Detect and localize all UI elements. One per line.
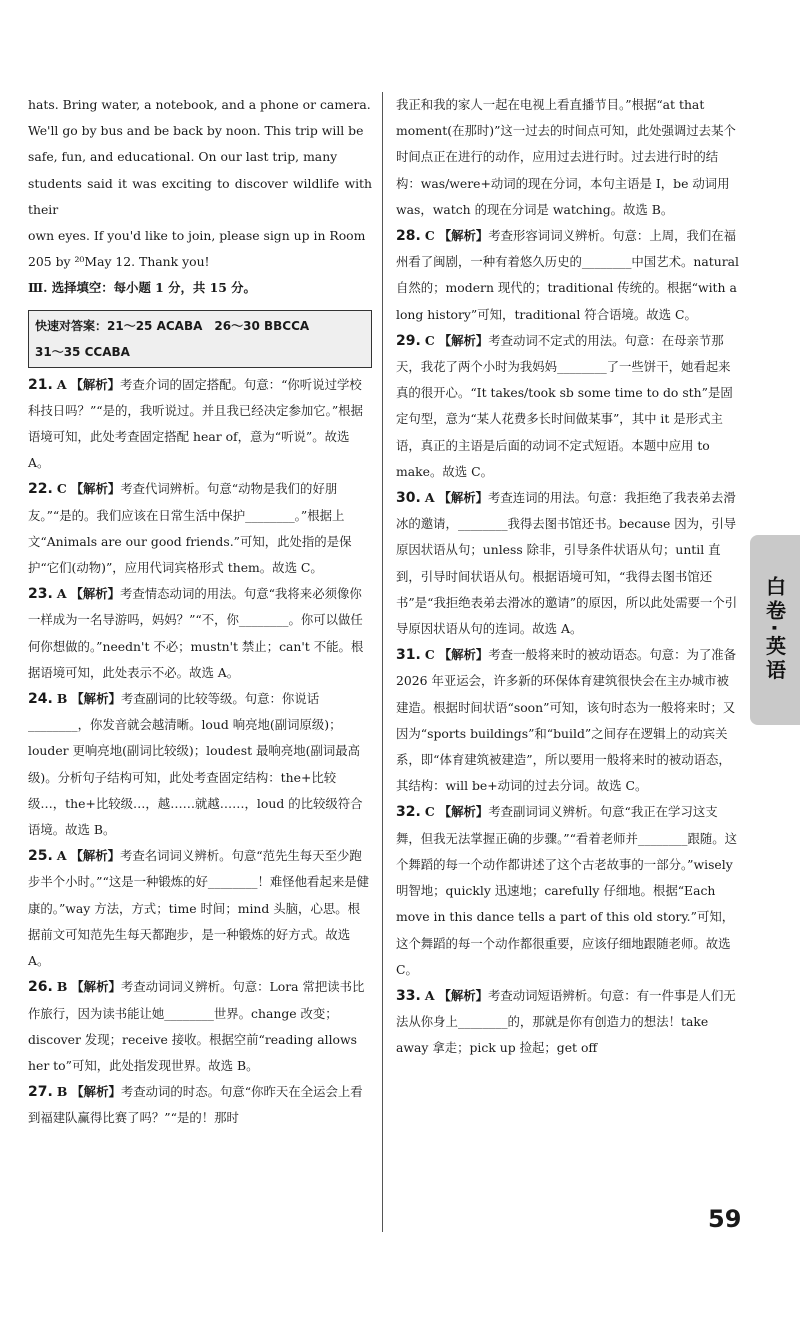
question-item xyxy=(28,476,372,581)
question-number: 29. xyxy=(396,332,421,349)
question-answer: B xyxy=(56,1084,68,1100)
analysis-tag: 【解析】 xyxy=(70,376,120,392)
question-number: 22. xyxy=(28,481,53,498)
question-item xyxy=(28,1079,372,1131)
question-number: 21. xyxy=(28,376,53,393)
question-answer: C xyxy=(424,647,435,663)
question-number: 23. xyxy=(28,586,53,603)
question-number: 24. xyxy=(28,691,53,708)
question-answer: A xyxy=(56,848,67,864)
analysis-tag: 【解析】 xyxy=(438,987,488,1003)
quick-answer-box xyxy=(28,310,372,368)
quick-answer-line: 31～35 CCABA xyxy=(35,344,130,359)
question-answer: A xyxy=(56,376,67,392)
question-item xyxy=(396,642,740,799)
question-answer: B xyxy=(56,979,68,995)
question-answer: B xyxy=(56,691,68,707)
question-item xyxy=(28,372,372,477)
question-answer: C xyxy=(56,481,67,497)
analysis-tag: 【解析】 xyxy=(70,586,120,602)
question-item xyxy=(28,974,372,1079)
question-number: 33. xyxy=(396,987,421,1004)
question-number: 32. xyxy=(396,804,421,821)
question-answer: C xyxy=(424,228,435,244)
question-text: 考查动词不定式的用法。句意：在母亲节那天，我花了两个小时为我妈妈________了一些饼干，她看起来真的很开心。“It takes/took sb some time to do sth”是固定句型，意为“某人花费多长时间做某事”，其中 it 是形式主语，真正的主语是后面的动词不定式短语。本题中应用 to make。故选 C。 xyxy=(396,332,733,479)
question-number: 31. xyxy=(396,647,421,664)
passage-line: We'll go by bus and be back by noon. This trip will be xyxy=(28,123,364,139)
analysis-tag: 【解析】 xyxy=(438,647,489,663)
analysis-tag: 【解析】 xyxy=(71,691,121,707)
question-number: 30. xyxy=(396,490,421,507)
question-text: 考查形容词词义辨析。句意：上周，我们在福州看了闽剧，一种有着悠久历史的________中国艺术。natural 自然的；modern 现代的；traditional 传统的。根据“with a long history”可知，traditional 符合语境。故选 C。 xyxy=(396,228,739,322)
analysis-tag: 【解析】 xyxy=(70,848,120,864)
section-heading: Ⅲ. 选择填空：每小题 1 分，共 15 分。 xyxy=(28,280,256,296)
question-number: 25. xyxy=(28,848,53,865)
question-text: 考查副词的比较等级。句意：你说话________，你发音就会越清晰。loud 响亮地(副词原级)；louder 更响亮地(副词比较级)；loudest 最响亮地(副词最高级)。分析句子结构可知，此处考查固定结构：the+比较级…，the+比较级…，越……就越……，loud 的比较级符合语境。故选 B。 xyxy=(28,691,363,838)
question-item xyxy=(396,983,740,1062)
analysis-tag: 【解析】 xyxy=(438,804,489,820)
passage-continuation xyxy=(28,92,372,275)
left-column xyxy=(28,92,372,1132)
question-item xyxy=(396,485,740,642)
analysis-tag: 【解析】 xyxy=(438,228,489,244)
question-continuation: 我正和我的家人一起在电视上看直播节目。”根据“at that moment(在那时)”这一过去的时间点可知，此处强调过去某个时间点正在进行的动作，应用过去进行时。过去进行时的结构：was/were+动词的现在分词，本句主语是 I，be 动词用 was，watch 的现在分词是 watching。故选 B。 xyxy=(396,97,736,217)
question-item xyxy=(28,843,372,974)
question-text: 考查介词的固定搭配。句意：“你听说过学校科技日吗？”“是的，我听说过。并且我已经决定参加它。”根据语境可知，此处考查固定搭配 hear of，意为“听说”。故选 A。 xyxy=(28,376,363,471)
question-answer: A xyxy=(56,586,67,602)
side-tab xyxy=(750,535,800,725)
analysis-tag: 【解析】 xyxy=(70,481,121,497)
passage-line: hats. Bring water, a notebook, and a phone or camera. xyxy=(28,97,371,112)
question-number: 27. xyxy=(28,1084,53,1101)
question-text: 考查动词的时态。句意“你昨天在全运会上看到福建队赢得比赛了吗？”“是的！那时 xyxy=(28,1084,363,1126)
question-text: 考查连词的用法。句意：我拒绝了我表弟去滑冰的邀请，________我得去图书馆还书。because 因为，引导原因状语从句；unless 除非，引导条件状语从句；until 直到，引导时间状语从句。根据语境可知，“我得去图书馆还书”是“我拒绝表弟去滑冰的邀请”的原因，所以此处需要一个引导原因状语从句的连词。故选 A。 xyxy=(396,490,738,637)
page-number: 59 xyxy=(708,1205,742,1233)
analysis-tag: 【解析】 xyxy=(438,332,489,348)
question-text: 考查代词辨析。句意“动物是我们的好朋友。”“是的。我们应该在日常生活中保护________。”根据上文“Animals are our good friends.”可知，此处指的是保护“它们(动物)”，应用代词宾格形式 them。故选 C。 xyxy=(28,481,352,576)
column-divider xyxy=(382,92,383,1232)
passage-line: own eyes. If you'd like to join, please sign up in Room xyxy=(28,228,366,244)
question-item xyxy=(396,223,740,328)
question-item xyxy=(396,799,740,982)
question-text: 考查副词词义辨析。句意“我正在学习这支舞，但我无法掌握正确的步骤。”“看着老师并________跟随。这个舞蹈的每一个动作都讲述了这个古老故事的一部分。”wisely 明智地；quickly 迅速地；carefully 仔细地。根据“Each move in this dance tells a part of this old story.”可知，这个舞蹈的每一个动作都很重要，应该仔细地跟随老师。故选 C。 xyxy=(396,804,738,977)
question-answer: C xyxy=(424,332,435,348)
question-text: 考查名词词义辨析。句意“范先生每天至少跑步半个小时。”“这是一种锻炼的好________！难怪他看起来是健康的。”way 方法，方式；time 时间；mind 头脑，心思。根据前文可知范先生每天都跑步，是一种锻炼的好方式。故选 A。 xyxy=(28,848,370,969)
quick-answer-line: 快速对答案：21～25 ACABA 26～30 BBCCA xyxy=(35,318,310,333)
question-text: 考查动词词义辨析。句意：Lora 常把读书比作旅行，因为读书能让她________世界。change 改变；discover 发现；receive 接收。根据空前“reading allows her to”可知，此处指发现世界。故选 B。 xyxy=(28,979,365,1073)
question-text: 考查情态动词的用法。句意“我将来必须像你一样成为一名导游吗，妈妈？”“不，你________。你可以做任何你想做的。”needn't 不必；mustn't 禁止；can't 不能。根据语境可知，此处表示不必。故选 A。 xyxy=(28,586,364,680)
side-tab-label: 白卷·英语 xyxy=(762,576,787,684)
question-number: 26. xyxy=(28,979,53,996)
passage-line: safe, fun, and educational. On our last trip, many xyxy=(28,149,338,165)
question-text: 考查动词短语辨析。句意：有一件事是人们无法从你身上________的，那就是你有创造力的想法！take away 拿走；pick up 捡起；get off xyxy=(396,987,736,1056)
passage-line: students said it was exciting to discover wildlife with their xyxy=(28,175,372,217)
question-answer: A xyxy=(424,987,435,1003)
question-answer: A xyxy=(424,490,435,506)
right-column xyxy=(396,92,740,1062)
question-item xyxy=(28,581,372,686)
question-answer: C xyxy=(424,804,435,820)
analysis-tag: 【解析】 xyxy=(71,979,121,995)
analysis-tag: 【解析】 xyxy=(438,490,488,506)
question-item xyxy=(396,328,740,485)
analysis-tag: 【解析】 xyxy=(71,1084,121,1100)
passage-line: 205 by ²⁰May 12. Thank you! xyxy=(28,254,210,270)
question-text: 考查一般将来时的被动语态。句意：为了准备 2026 年亚运会，许多新的环保体育建筑很快会在主办城市被建造。根据时间状语“soon”可知，该句时态为一般将来时；又因为“sports buildings”和“build”之间存在逻辑上的动宾关系，即“体育建筑被建造”，所以要用一般将来时的被动语态，其结构：will be+动词的过去分词。故选 C。 xyxy=(396,647,737,794)
question-item xyxy=(28,686,372,843)
question-number: 28. xyxy=(396,228,421,245)
